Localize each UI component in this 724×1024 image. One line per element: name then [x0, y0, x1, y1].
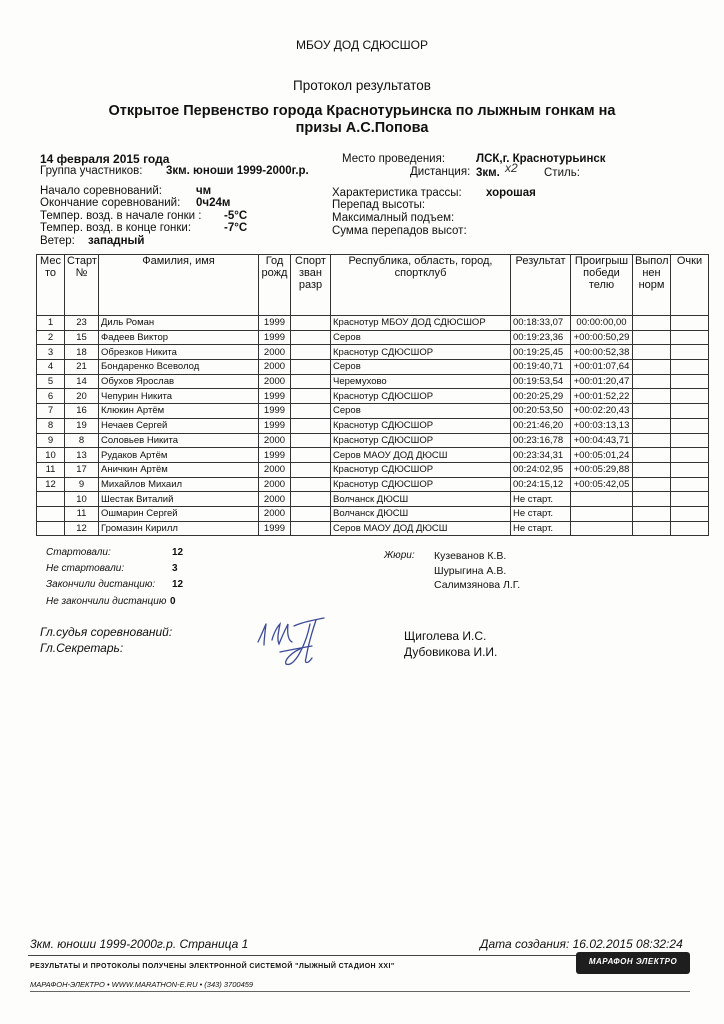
wind-value: западный	[88, 235, 145, 247]
cell-place: 2	[37, 330, 65, 345]
cell-gap: +00:05:42,05	[571, 477, 633, 492]
cell-athlete-name: Чепурин Никита	[99, 389, 259, 404]
cell-club: Черемухово	[331, 374, 511, 389]
cell-start-number: 19	[65, 418, 99, 433]
not-started-label: Не стартовали:	[46, 563, 125, 574]
end-value: 0ч24м	[196, 197, 231, 209]
jury-member: Салимзянова Л.Г.	[434, 579, 521, 591]
chief-judge-name: Щиголева И.С.	[404, 629, 487, 643]
header-name: Фамилия, имя	[99, 255, 259, 316]
not-finished-label: Не закончили дистанцию	[46, 596, 167, 607]
cell-start-number: 23	[65, 316, 99, 331]
cell-sport-rank	[291, 462, 331, 477]
cell-result: 00:24:02,95	[511, 462, 571, 477]
cell-start-number: 13	[65, 448, 99, 463]
cell-athlete-name: Клюкин Артём	[99, 404, 259, 419]
cell-athlete-name: Шестак Виталий	[99, 492, 259, 507]
cell-club: Краснотур СДЮСШОР	[331, 345, 511, 360]
cell-club: Краснотур СДЮСШОР	[331, 462, 511, 477]
cell-result: 00:20:25,29	[511, 389, 571, 404]
cell-start-number: 12	[65, 521, 99, 536]
table-row	[37, 389, 709, 404]
cell-start-number: 9	[65, 477, 99, 492]
table-row	[37, 330, 709, 345]
cell-birth-year: 1999	[259, 418, 291, 433]
cell-club: Серов МАОУ ДОД ДЮСШ	[331, 521, 511, 536]
table-row	[37, 448, 709, 463]
document-title: Протокол результатов	[293, 78, 431, 93]
table-row	[37, 462, 709, 477]
cell-place: 10	[37, 448, 65, 463]
started-value: 12	[172, 547, 184, 558]
cell-sport-rank	[291, 330, 331, 345]
cell-sport-rank	[291, 360, 331, 375]
cell-result: Не старт.	[511, 521, 571, 536]
cell-gap: +00:00:50,29	[571, 330, 633, 345]
cell-start-number: 8	[65, 433, 99, 448]
event-date: 14 февраля 2015 года	[40, 152, 170, 166]
cell-athlete-name: Ошмарин Сергей	[99, 506, 259, 521]
cell-norm	[633, 345, 671, 360]
cell-start-number: 20	[65, 389, 99, 404]
event-title-line1: Открытое Первенство города Краснотурьинска по лыжным гонкам на	[108, 103, 616, 119]
height-diff-label: Перепад высоты:	[332, 199, 426, 211]
cell-athlete-name: Диль Роман	[99, 316, 259, 331]
cell-norm	[633, 330, 671, 345]
cell-athlete-name: Бондаренко Всеволод	[99, 360, 259, 375]
cell-birth-year: 2000	[259, 462, 291, 477]
cell-norm	[633, 448, 671, 463]
header-result: Результат	[511, 255, 571, 316]
table-row	[37, 521, 709, 536]
header-gap: Проигрыш победи телю	[571, 255, 633, 316]
cell-sport-rank	[291, 374, 331, 389]
cell-gap: +00:03:13,13	[571, 418, 633, 433]
footer-created-date: Дата создания: 16.02.2015 08:32:24	[480, 937, 683, 951]
distance-handwritten-note: x2	[505, 161, 518, 175]
track-label: Характеристика трассы:	[332, 187, 462, 199]
cell-start-number: 10	[65, 492, 99, 507]
temp-end-label: Темпер. возд. в конце гонки:	[40, 222, 192, 234]
cell-points	[671, 492, 709, 507]
finished-value: 12	[172, 579, 184, 590]
cell-birth-year: 2000	[259, 477, 291, 492]
cell-points	[671, 433, 709, 448]
wind-label: Ветер:	[40, 235, 75, 247]
header-place: Мес то	[37, 255, 65, 316]
end-label: Окончание соревнований:	[40, 197, 181, 209]
cell-norm	[633, 521, 671, 536]
cell-athlete-name: Фадеев Виктор	[99, 330, 259, 345]
cell-points	[671, 448, 709, 463]
cell-norm	[633, 492, 671, 507]
cell-result: 00:23:16,78	[511, 433, 571, 448]
cell-club: Волчанск ДЮСШ	[331, 492, 511, 507]
cell-sport-rank	[291, 433, 331, 448]
organization-name: МБОУ ДОД СДЮСШОР	[296, 38, 428, 52]
chief-secretary-name: Дубовикова И.И.	[404, 645, 498, 659]
not-started-value: 3	[172, 563, 178, 574]
cell-club: Серов	[331, 330, 511, 345]
header-start-number: Старт №	[65, 255, 99, 316]
header-club: Республика, область, город, спортклуб	[331, 255, 511, 316]
start-value: чм	[196, 185, 212, 197]
cell-points	[671, 374, 709, 389]
cell-result: 00:20:53,50	[511, 404, 571, 419]
sum-diff-label: Сумма перепадов высот:	[332, 225, 467, 237]
cell-start-number: 16	[65, 404, 99, 419]
cell-club: Краснотур СДЮСШОР	[331, 389, 511, 404]
cell-result: 00:19:23,36	[511, 330, 571, 345]
cell-gap: +00:05:29,88	[571, 462, 633, 477]
venue-value: ЛСК,г. Краснотурьинск	[476, 153, 606, 165]
cell-birth-year: 2000	[259, 506, 291, 521]
cell-birth-year: 2000	[259, 374, 291, 389]
footer-contact-line: МАРАФОН-ЭЛЕКТРО • WWW.MARATHON-E.RU • (343) 3700459	[30, 980, 254, 989]
distance-value: 3км.	[476, 167, 500, 179]
table-row	[37, 477, 709, 492]
cell-club: Краснотур СДЮСШОР	[331, 477, 511, 492]
distance-label: Дистанция:	[410, 166, 471, 178]
cell-start-number: 17	[65, 462, 99, 477]
table-row	[37, 316, 709, 331]
cell-start-number: 11	[65, 506, 99, 521]
started-label: Стартовали:	[46, 547, 111, 558]
cell-norm	[633, 433, 671, 448]
cell-norm	[633, 418, 671, 433]
cell-result: 00:18:33,07	[511, 316, 571, 331]
cell-result: 00:19:40,71	[511, 360, 571, 375]
cell-points	[671, 418, 709, 433]
cell-points	[671, 477, 709, 492]
cell-result: 00:19:25,45	[511, 345, 571, 360]
chief-secretary-label: Гл.Секретарь:	[40, 641, 124, 655]
cell-birth-year: 1999	[259, 448, 291, 463]
cell-place: 8	[37, 418, 65, 433]
cell-norm	[633, 389, 671, 404]
cell-gap: 00:00:00,00	[571, 316, 633, 331]
cell-place: 11	[37, 462, 65, 477]
style-label: Стиль:	[544, 167, 580, 179]
cell-athlete-name: Нечаев Сергей	[99, 418, 259, 433]
cell-norm	[633, 316, 671, 331]
cell-athlete-name: Обухов Ярослав	[99, 374, 259, 389]
table-row	[37, 404, 709, 419]
cell-sport-rank	[291, 418, 331, 433]
group-label: Группа участников:	[40, 165, 143, 177]
cell-points	[671, 506, 709, 521]
cell-gap: +00:01:20,47	[571, 374, 633, 389]
table-row	[37, 433, 709, 448]
table-row	[37, 360, 709, 375]
cell-club: Серов МАОУ ДОД ДЮСШ	[331, 448, 511, 463]
cell-result: 00:21:46,20	[511, 418, 571, 433]
cell-birth-year: 1999	[259, 521, 291, 536]
results-table	[36, 254, 709, 536]
cell-club: Краснотур СДЮСШОР	[331, 418, 511, 433]
cell-birth-year: 1999	[259, 389, 291, 404]
cell-points	[671, 345, 709, 360]
cell-sport-rank	[291, 316, 331, 331]
cell-start-number: 15	[65, 330, 99, 345]
cell-points	[671, 404, 709, 419]
start-label: Начало соревнований:	[40, 185, 162, 197]
cell-gap: +00:00:52,38	[571, 345, 633, 360]
cell-place: 6	[37, 389, 65, 404]
header-birth-year: Год рожд	[259, 255, 291, 316]
header-points: Очки	[671, 255, 709, 316]
cell-points	[671, 462, 709, 477]
cell-sport-rank	[291, 477, 331, 492]
cell-place: 5	[37, 374, 65, 389]
jury-label: Жюри:	[384, 550, 415, 561]
cell-birth-year: 1999	[259, 330, 291, 345]
cell-birth-year: 2000	[259, 433, 291, 448]
cell-sport-rank	[291, 492, 331, 507]
cell-result: Не старт.	[511, 492, 571, 507]
cell-points	[671, 389, 709, 404]
temp-start-value: -5°С	[224, 210, 248, 222]
header-norm: Выпол нен норм	[633, 255, 671, 316]
cell-place: 3	[37, 345, 65, 360]
cell-athlete-name: Михайлов Михаил	[99, 477, 259, 492]
venue-label: Место проведения:	[342, 153, 446, 165]
cell-result: 00:19:53,54	[511, 374, 571, 389]
cell-points	[671, 521, 709, 536]
cell-result: 00:24:15,12	[511, 477, 571, 492]
table-row	[37, 492, 709, 507]
cell-place	[37, 492, 65, 507]
cell-place: 9	[37, 433, 65, 448]
cell-result: 00:23:34,31	[511, 448, 571, 463]
cell-result: Не старт.	[511, 506, 571, 521]
cell-sport-rank	[291, 345, 331, 360]
cell-birth-year: 2000	[259, 345, 291, 360]
cell-sport-rank	[291, 404, 331, 419]
cell-place: 4	[37, 360, 65, 375]
cell-gap	[571, 506, 633, 521]
cell-norm	[633, 506, 671, 521]
cell-place: 7	[37, 404, 65, 419]
cell-points	[671, 316, 709, 331]
cell-athlete-name: Аничкин Артём	[99, 462, 259, 477]
footer-bottom-divider	[30, 991, 690, 992]
table-row	[37, 374, 709, 389]
cell-gap	[571, 492, 633, 507]
cell-athlete-name: Рудаков Артём	[99, 448, 259, 463]
cell-birth-year: 1999	[259, 404, 291, 419]
jury-member: Шурыгина А.В.	[434, 565, 507, 577]
cell-place	[37, 506, 65, 521]
group-value: 3км. юноши 1999-2000г.р.	[166, 165, 309, 177]
cell-points	[671, 330, 709, 345]
cell-sport-rank	[291, 506, 331, 521]
cell-norm	[633, 374, 671, 389]
header-sport-rank: Спорт зван разр	[291, 255, 331, 316]
cell-club: Серов	[331, 360, 511, 375]
cell-gap: +00:04:43,71	[571, 433, 633, 448]
not-finished-value: 0	[170, 596, 176, 607]
table-row	[37, 418, 709, 433]
footer-system-line: РЕЗУЛЬТАТЫ И ПРОТОКОЛЫ ПОЛУЧЕНЫ ЭЛЕКТРОННОЙ СИСТЕМОЙ "ЛЫЖНЫЙ СТАДИОН XXI"	[30, 963, 395, 970]
cell-gap: +00:01:07,64	[571, 360, 633, 375]
cell-gap: +00:05:01,24	[571, 448, 633, 463]
max-climb-label: Максималный подъем:	[332, 212, 455, 224]
cell-norm	[633, 477, 671, 492]
cell-sport-rank	[291, 389, 331, 404]
cell-athlete-name: Обрезков Никита	[99, 345, 259, 360]
finished-label: Закончили дистанцию:	[46, 579, 156, 590]
jury-member: Кузеванов К.В.	[434, 550, 507, 562]
cell-sport-rank	[291, 448, 331, 463]
cell-norm	[633, 462, 671, 477]
cell-start-number: 21	[65, 360, 99, 375]
cell-club: Краснотур СДЮСШОР	[331, 433, 511, 448]
temp-start-label: Темпер. возд. в начале гонки :	[40, 210, 202, 222]
cell-start-number: 14	[65, 374, 99, 389]
track-value: хорошая	[486, 187, 536, 199]
cell-birth-year: 2000	[259, 360, 291, 375]
temp-end-value: -7°С	[224, 222, 248, 234]
cell-place: 12	[37, 477, 65, 492]
cell-gap: +00:01:52,22	[571, 389, 633, 404]
cell-birth-year: 2000	[259, 492, 291, 507]
event-title-line2: призы А.С.Попова	[295, 120, 429, 136]
cell-norm	[633, 360, 671, 375]
chief-judge-label: Гл.судья соревнований:	[40, 625, 173, 639]
cell-gap	[571, 521, 633, 536]
cell-gap: +00:02:20,43	[571, 404, 633, 419]
cell-club: Серов	[331, 404, 511, 419]
cell-place: 1	[37, 316, 65, 331]
cell-club: Краснотур МБОУ ДОД СДЮСШОР	[331, 316, 511, 331]
signature-image	[250, 612, 360, 674]
cell-norm	[633, 404, 671, 419]
footer-page-info: 3км. юноши 1999-2000г.р. Страница 1	[30, 937, 249, 951]
cell-points	[671, 360, 709, 375]
marathon-logo: МАРАФОН ЭЛЕКТРО	[576, 952, 690, 974]
table-row	[37, 345, 709, 360]
cell-club: Волчанск ДЮСШ	[331, 506, 511, 521]
table-header-row	[37, 255, 709, 316]
cell-athlete-name: Громазин Кирилл	[99, 521, 259, 536]
cell-place	[37, 521, 65, 536]
cell-birth-year: 1999	[259, 316, 291, 331]
cell-start-number: 18	[65, 345, 99, 360]
cell-athlete-name: Соловьев Никита	[99, 433, 259, 448]
table-row	[37, 506, 709, 521]
cell-sport-rank	[291, 521, 331, 536]
